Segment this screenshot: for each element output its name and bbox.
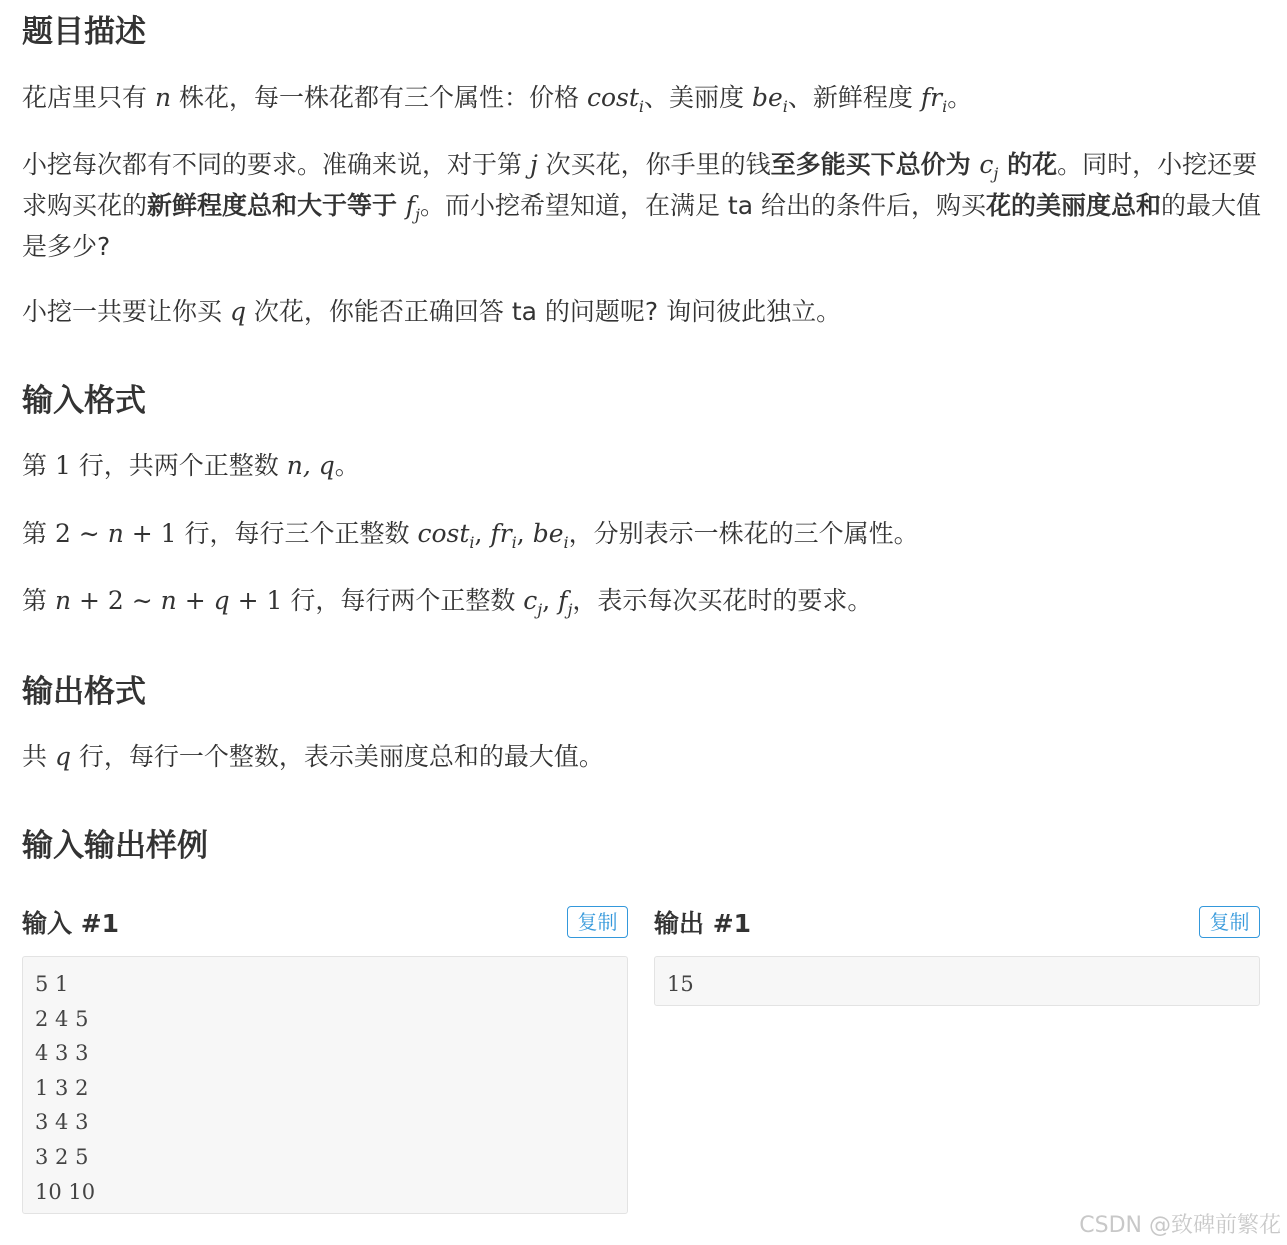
- math-fr-base: fr: [490, 519, 512, 548]
- bold-text-part: 的花: [998, 150, 1058, 179]
- math-fr-base: fr: [920, 83, 943, 112]
- text: 。同时，小挖还要求购买花的: [22, 150, 1258, 220]
- text: 小挖一共要让你买: [22, 297, 230, 326]
- text: 。: [947, 83, 973, 112]
- text: 共: [22, 742, 55, 771]
- math-range-a: 2: [54, 519, 71, 548]
- text: 行，每行三个正整数: [176, 519, 418, 548]
- math-vars: n, q: [286, 451, 335, 480]
- math-one: 1: [54, 451, 71, 480]
- math-c-base: c: [523, 586, 538, 615]
- math-c: [979, 150, 999, 183]
- input-format-line-3: [22, 580, 872, 621]
- math-q: q: [213, 586, 230, 615]
- math-range-c: 1: [160, 519, 177, 548]
- math-c-sub: j: [993, 164, 999, 183]
- math-cost-sub: i: [469, 533, 475, 552]
- copy-output-button[interactable]: 复制: [1199, 906, 1260, 938]
- math-range-b: n: [107, 519, 124, 548]
- math-comma: ,: [474, 519, 491, 548]
- text: 、美丽度: [644, 83, 752, 112]
- math-one: 1: [266, 586, 283, 615]
- bold-text-part: 新鲜程度总和大于等于: [147, 191, 406, 220]
- sample-output-code[interactable]: 15: [654, 956, 1260, 1006]
- math-be-base: be: [751, 83, 783, 112]
- math-plus: +: [229, 586, 267, 615]
- math-q: q: [229, 297, 246, 326]
- math-plus: +: [71, 586, 108, 615]
- sample-output-title: 输出 #1: [654, 909, 752, 938]
- math-f-sub: j: [567, 600, 573, 619]
- math-be: [751, 83, 788, 116]
- sample-input-code[interactable]: 5 1 2 4 5 4 3 3 1 3 2 3 4 3 3 2 5 10 10: [22, 956, 628, 1214]
- math-fr: [920, 83, 948, 116]
- bold-text-part: 至多能买下总价为: [770, 150, 980, 179]
- text: 第: [22, 586, 55, 615]
- math-f: [405, 191, 420, 224]
- math-cost-base: cost: [417, 519, 470, 548]
- bold-text: 花的美丽度总和: [986, 191, 1162, 220]
- csdn-watermark: CSDN @致碑前繁花: [1079, 1213, 1281, 1238]
- math-be: [532, 519, 569, 552]
- math-fr: [490, 519, 517, 552]
- text: 行，每行两个正整数: [282, 586, 524, 615]
- math-n: n: [54, 586, 72, 615]
- bold-text: [770, 150, 1058, 183]
- section-title-input-format: 输入格式: [22, 383, 146, 419]
- text: 。而小挖希望知道，在满足 ta 给出的条件后，购买: [419, 191, 986, 220]
- description-paragraph-1: [22, 77, 972, 118]
- math-fr-sub: i: [942, 97, 948, 116]
- description-paragraph-3: [22, 291, 841, 332]
- math-two: 2: [107, 586, 124, 615]
- description-paragraph-2: [22, 144, 1262, 267]
- text: 的最大值是多少?: [22, 191, 1262, 261]
- text: 。: [334, 451, 360, 480]
- text: 花店里只有: [22, 83, 155, 112]
- math-be-sub: i: [782, 97, 788, 116]
- text: ，分别表示一株花的三个属性。: [568, 519, 919, 548]
- math-f: [558, 586, 573, 619]
- math-tilde: ∼: [70, 519, 108, 548]
- math-cost-base: cost: [586, 83, 639, 112]
- text: 第: [22, 451, 55, 480]
- math-comma: ,: [516, 519, 533, 548]
- math-plus: +: [123, 519, 161, 548]
- output-format-line-1: [22, 736, 604, 777]
- bold-text: [147, 191, 420, 224]
- math-be-sub: i: [563, 533, 569, 552]
- input-format-line-2: [22, 513, 919, 554]
- math-fr-sub: i: [511, 533, 517, 552]
- math-cost-sub: i: [638, 97, 645, 116]
- copy-input-button[interactable]: 复制: [567, 906, 628, 938]
- text: 行，共两个正整数: [70, 451, 287, 480]
- math-f-base: f: [405, 191, 415, 220]
- math-c-sub: j: [537, 600, 543, 619]
- text: 、新鲜程度: [787, 83, 921, 112]
- math-be-base: be: [532, 519, 564, 548]
- math-n: n: [154, 83, 172, 112]
- section-title-samples: 输入输出样例: [22, 828, 208, 864]
- math-tilde: ∼: [123, 586, 161, 615]
- input-format-line-1: [22, 445, 360, 486]
- text: 行，每行一个整数，表示美丽度总和的最大值。: [70, 742, 604, 771]
- math-cost: [586, 83, 645, 116]
- math-comma: ,: [542, 586, 559, 615]
- math-f-sub: j: [415, 205, 420, 224]
- math-plus: +: [176, 586, 214, 615]
- text: 次花，你能否正确回答 ta 的问题呢? 询问彼此独立。: [245, 297, 842, 326]
- math-f-base: f: [558, 586, 568, 615]
- math-c: [523, 586, 543, 619]
- math-j: j: [529, 150, 538, 179]
- section-title-output-format: 输出格式: [22, 674, 146, 710]
- text: 株花，每一株花都有三个属性：价格: [171, 83, 587, 112]
- text: ，表示每次买花时的要求。: [572, 586, 873, 615]
- math-q: q: [54, 742, 71, 771]
- math-n: n: [160, 586, 177, 615]
- text: 小挖每次都有不同的要求。准确来说，对于第: [22, 150, 530, 179]
- text: 第: [22, 519, 55, 548]
- math-c-base: c: [979, 150, 994, 179]
- math-cost: [417, 519, 475, 552]
- text: 次买花，你手里的钱: [537, 150, 771, 179]
- section-title-description: 题目描述: [22, 14, 146, 50]
- sample-input-title: 输入 #1: [22, 909, 120, 938]
